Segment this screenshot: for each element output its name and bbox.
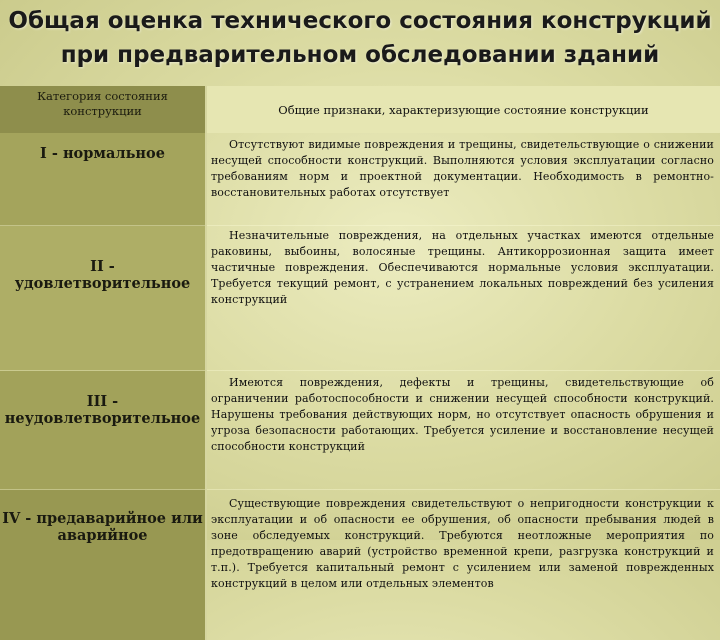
category-cell: III - неудовлетворительное (0, 371, 206, 490)
table-header-row (0, 86, 720, 133)
category-cell: I - нормальное (0, 133, 206, 226)
table-row (0, 133, 720, 226)
slide-title (0, 4, 720, 72)
title-line-2: при предварительном обследовании зданий (0, 38, 720, 72)
table-row (0, 371, 720, 490)
category-cell: II - удовлетворительное (0, 226, 206, 371)
title-line-1: Общая оценка технического состояния конструкций (0, 4, 720, 38)
description-cell: Существующие повреждения свидетельствуют о непригодности конструкции к эксплуатации и об опасности ее обрушения, об опасности пребывания людей в зоне обследуемых конструкций. Требуются неотложные мероприятия по предотвращению аварий (устройство временной крепи, разгрузка конструкций и т.п.). Требуется капитальный ремонт с усилением или заменой поврежденных конструкций в целом или отдельных элементов (206, 490, 720, 640)
category-cell: IV - предаварийное или аварийное (0, 490, 206, 640)
description-cell: Незначительные повреждения, на отдельных участках имеются отдельные раковины, выбоины, волосяные трещины. Антикоррозионная защита имеет частичные повреждения. Обеспечиваются нормальные условия эксплуатации. Требуется текущий ремонт, с устранением локальных повреждений без усиления конструкций (206, 226, 720, 371)
description-cell: Имеются повреждения, дефекты и трещины, свидетельствующие об ограничении работоспособности и снижении несущей способности конструкций. Нарушены требования действующих норм, но отсутствует опасность обрушения и угроза безопасности работающих. Требуется усиление и восстановление несущей способности конструкций (206, 371, 720, 490)
header-signs: Общие признаки, характеризующие состояние конструкции (206, 86, 720, 133)
condition-table (0, 86, 720, 640)
description-cell: Отсутствуют видимые повреждения и трещины, свидетельствующие о снижении несущей способности конструкций. Выполняются условия эксплуатации согласно требованиям норм и проектной документации. Необходимость в ремонтно-восстановительных работах отсутствует (206, 133, 720, 226)
header-category: Категория состояния конструкции (0, 86, 206, 133)
table-row (0, 490, 720, 640)
table-row (0, 226, 720, 371)
